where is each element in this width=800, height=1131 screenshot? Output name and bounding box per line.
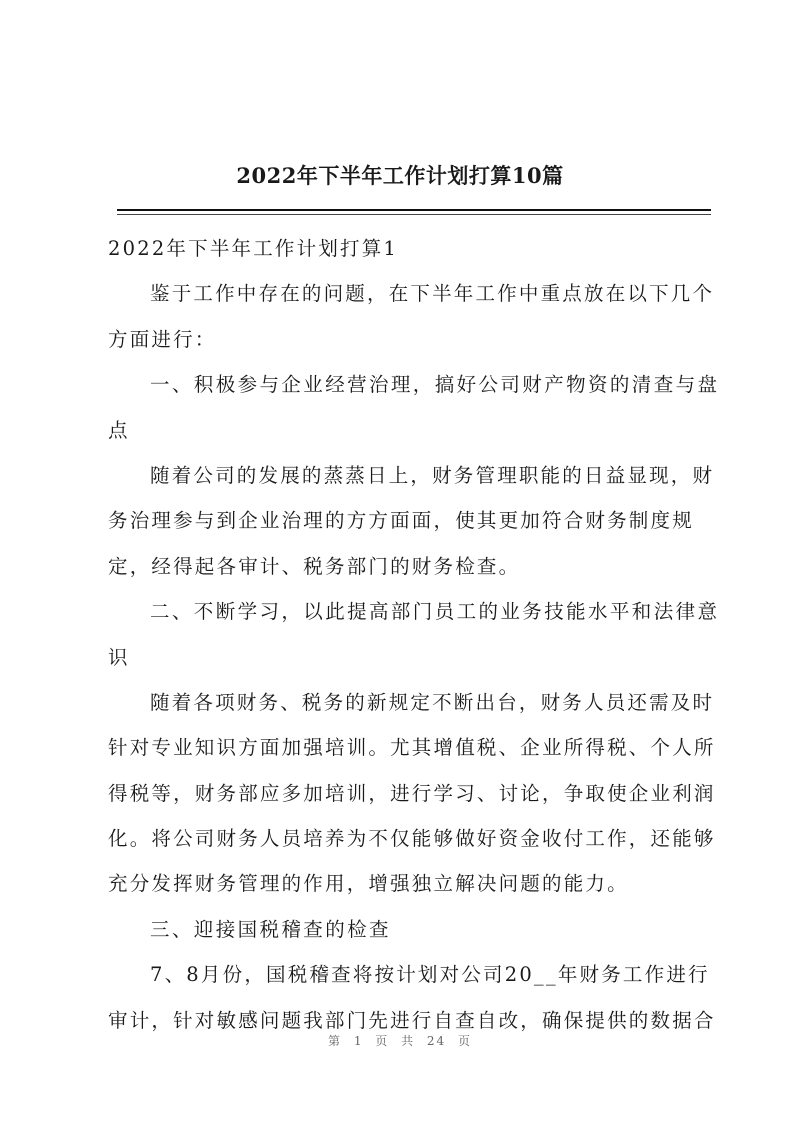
- paragraph-line: 随着公司的发展的蒸蒸日上，财务管理职能的日益显现，财: [150, 463, 715, 487]
- paragraph-line: 务治理参与到企业治理的方方面面，使其更加符合财务制度规: [108, 509, 694, 533]
- page-number-footer: 第 1 页 共 24 页: [328, 1034, 472, 1048]
- subsection-heading: 二、不断学习，以此提高部门员工的业务技能水平和法律意: [150, 600, 720, 624]
- paragraph-line: 定，经得起各审计、税务部门的财务检查。: [108, 554, 521, 578]
- paragraph-line: 方面进行：: [108, 327, 217, 351]
- subsection-heading-cont: 点: [108, 418, 130, 442]
- document-body: [108, 226, 718, 1043]
- title-underline: [117, 209, 711, 211]
- subsection-heading-cont: 识: [108, 645, 130, 669]
- subsection-heading: 三、迎接国税稽查的检查: [150, 917, 391, 941]
- title-underline-thin: [117, 214, 711, 215]
- paragraph-line: 得税等，财务部应多加培训，进行学习、讨论，争取使企业利润: [108, 781, 716, 805]
- section-heading: 2022年下半年工作计划打算1: [108, 237, 399, 260]
- document-title: 2022年下半年工作计划打算10篇: [236, 163, 564, 188]
- paragraph-line: 审计，针对敏感问题我部门先进行自查自改，确保提供的数据合: [108, 1008, 716, 1032]
- paragraph-line: 随着各项财务、税务的新规定不断出台，财务人员还需及时: [150, 690, 715, 714]
- subsection-heading: 一、积极参与企业经营治理，搞好公司财产物资的清查与盘: [150, 373, 720, 397]
- paragraph-line: 鉴于工作中存在的问题，在下半年工作中重点放在以下几个: [150, 282, 715, 306]
- paragraph-line: 针对专业知识方面加强培训。尤其增值税、企业所得税、个人所: [108, 736, 716, 760]
- paragraph-line: 7、8月份，国税稽查将按计划对公司20__年财务工作进行: [150, 963, 710, 987]
- paragraph-line: 充分发挥财务管理的作用，增强独立解决问题的能力。: [108, 872, 629, 896]
- paragraph-line: 化。将公司财务人员培养为不仅能够做好资金收付工作，还能够: [108, 827, 716, 851]
